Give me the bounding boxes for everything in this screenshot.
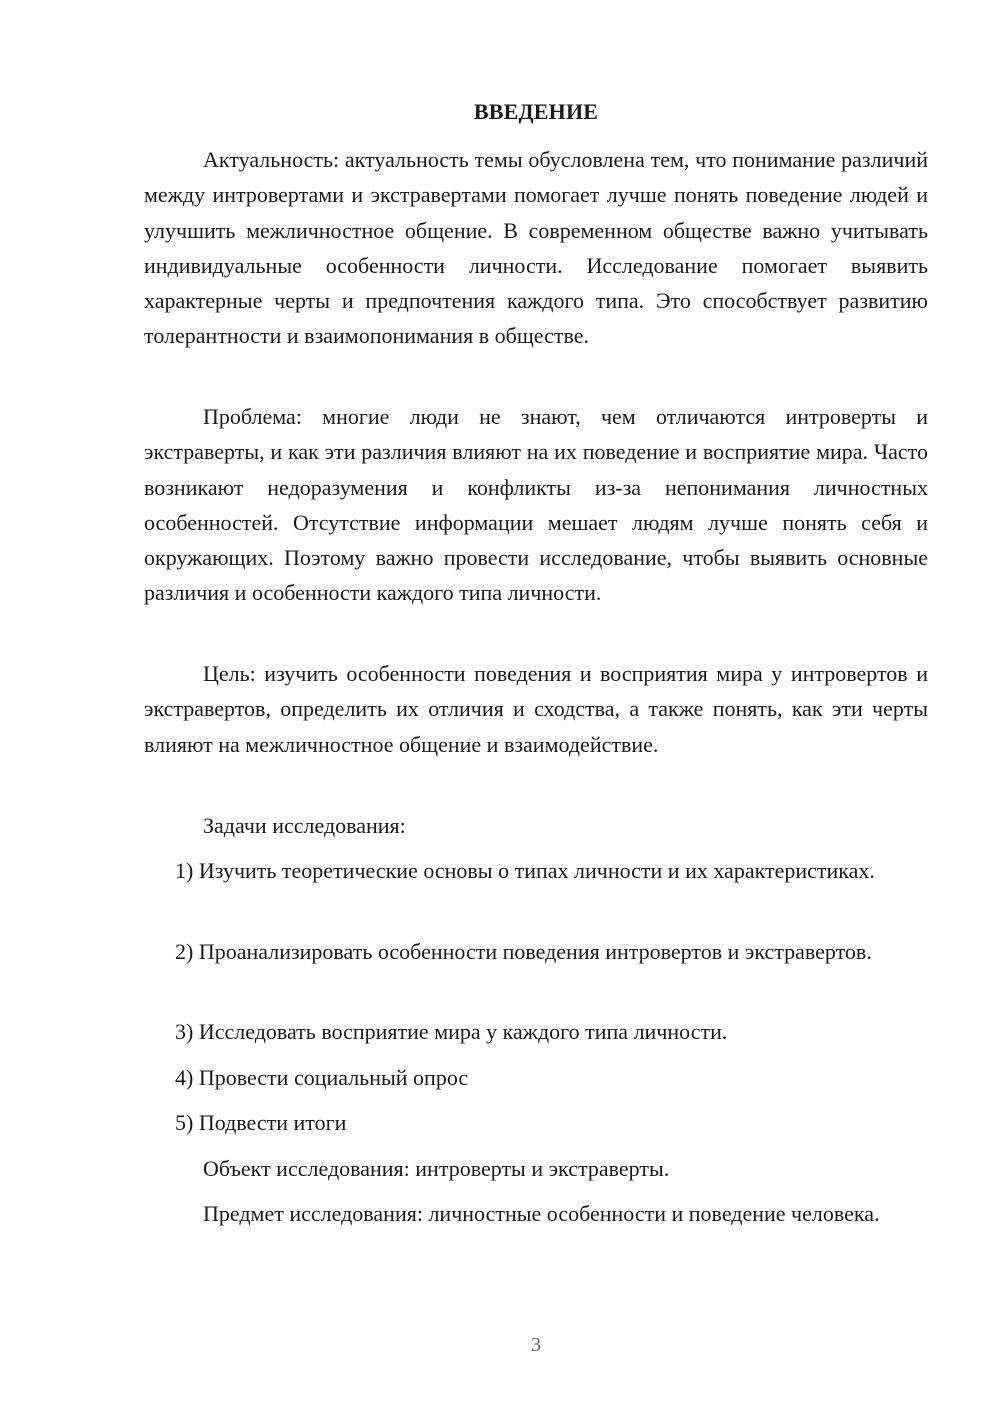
task-item-4: 4) Провести социальный опрос	[175, 1065, 469, 1090]
paragraph-subject: Предмет исследования: личностные особенности и поведение человека.	[203, 1201, 880, 1226]
paragraph-object: Объект исследования: интроверты и экстраверты.	[203, 1156, 670, 1181]
paragraph-relevance: Актуальность: актуальность темы обусловлена тем, что понимание различий между интровертами и экстравертами помогает лучше понять поведение людей и улучшить межличностное общение. В современном обществе важно учитывать индивидуальные особенности личности. Исследование помогает выявить характерные черты и предпочтения каждого типа. Это способствует развитию толерантности и взаимопонимания в обществе.	[144, 147, 928, 349]
tasks-heading: Задачи исследования:	[203, 813, 406, 838]
task-item-3: 3) Исследовать восприятие мира у каждого типа личности.	[175, 1019, 728, 1044]
section-title: ВВЕДЕНИЕ	[473, 99, 599, 124]
task-item-2: 2) Проанализировать особенности поведения интровертов и экстравертов.	[175, 939, 872, 964]
task-item-5: 5) Подвести итоги	[175, 1110, 347, 1135]
paragraph-goal: Цель: изучить особенности поведения и восприятия мира у интровертов и экстравертов, определить их отличия и сходства, а также понять, как эти черты влияют на межличностное общение и взаимодействие.	[144, 661, 928, 757]
task-item-1: 1) Изучить теоретические основы о типах личности и их характеристиках.	[175, 858, 875, 883]
page-number: 3	[531, 1334, 541, 1356]
paragraph-problem: Проблема: многие люди не знают, чем отличаются интроверты и экстраверты, и как эти различия влияют на их поведение и восприятие мира. Часто возникают недоразумения и конфликты из-за непонимания личностных особенностей. Отсутствие информации мешает людям лучше понять себя и окружающих. Поэтому важно провести исследование, чтобы выявить основные различия и особенности каждого типа личности.	[144, 404, 928, 606]
